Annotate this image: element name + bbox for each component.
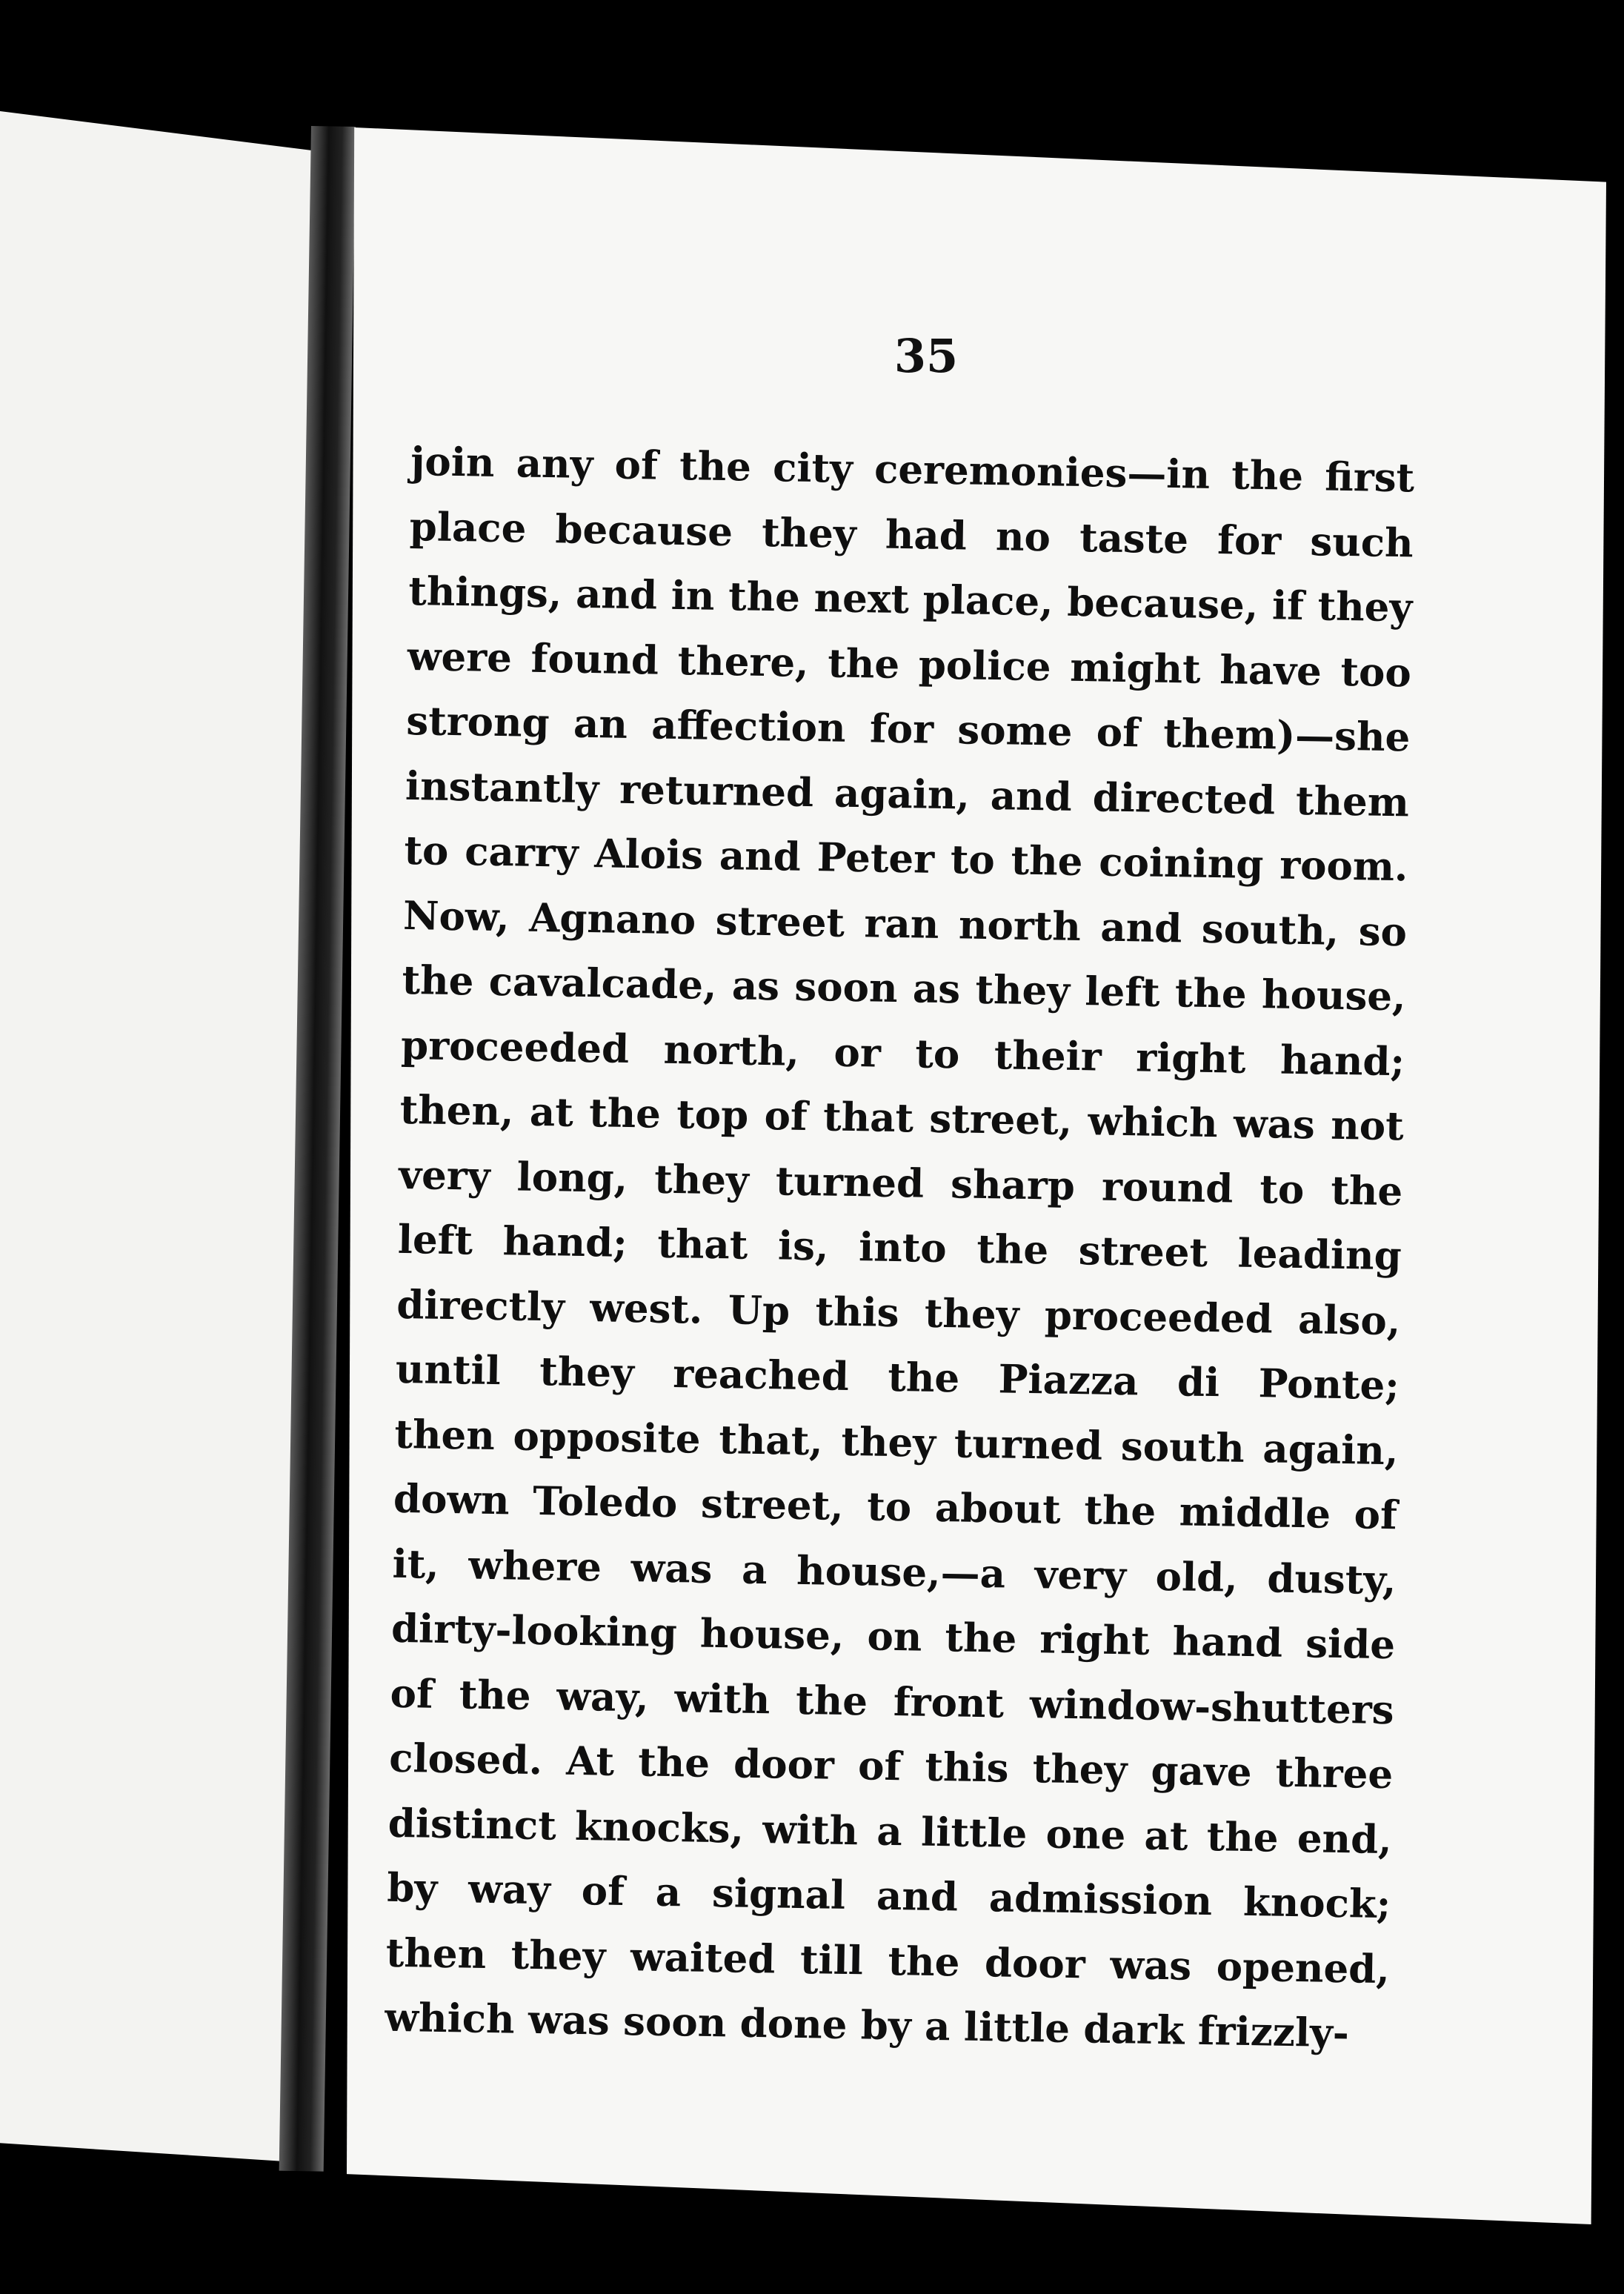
text-line: then they waited till the door was opened, [385, 1929, 1391, 1992]
left-page [0, 111, 326, 2164]
text-line: Now, Agnano street ran north and south, so [402, 892, 1408, 955]
text-line: were found there, the police might have too [407, 633, 1412, 696]
text-line: strong an affection for some of them)—she [405, 697, 1411, 761]
text-line: left hand; that is, into the street leading [397, 1216, 1402, 1280]
text-line: very long, they turned sharp round to the [398, 1151, 1403, 1214]
text-line: it, where was a house,—a very old, dusty, [392, 1540, 1397, 1603]
text-line: proceeded north, or to their right hand; [400, 1022, 1405, 1085]
page-number: 35 [893, 329, 959, 383]
text-line: down Toledo street, to about the middle of [393, 1475, 1398, 1539]
text-line: then, at the top of that street, which was not [399, 1086, 1405, 1150]
text-line: place because they had no taste for such [409, 503, 1414, 566]
text-line: the cavalcade, as soon as they left the house, [402, 957, 1407, 1020]
text-line: to carry Alois and Peter to the coining room. [404, 827, 1408, 891]
text-line: directly west. Up this they proceeded also, [396, 1281, 1401, 1344]
text-line: distinct knocks, with a little one at the end, [387, 1800, 1393, 1863]
text-line: of the way, with the front window-shutters [390, 1670, 1395, 1733]
text-line: until they reached the Piazza di Ponte; [395, 1346, 1400, 1409]
text-line: closed. At the door of this they gave three [388, 1735, 1394, 1798]
text-line: by way of a signal and admission knock; [386, 1864, 1391, 1928]
text-line: things, and in the next place, because, if they [407, 568, 1413, 631]
text-line: join any of the city ceremonies—in the first [410, 438, 1415, 502]
text-line: which was soon done by a little dark frizzly- [384, 1994, 1350, 2057]
right-page-text [385, 430, 1415, 2067]
text-line: dirty-looking house, on the right hand side [390, 1605, 1396, 1669]
text-line: instantly returned again, and directed them [405, 762, 1410, 825]
text-line: then opposite that, they turned south again, [394, 1411, 1399, 1474]
